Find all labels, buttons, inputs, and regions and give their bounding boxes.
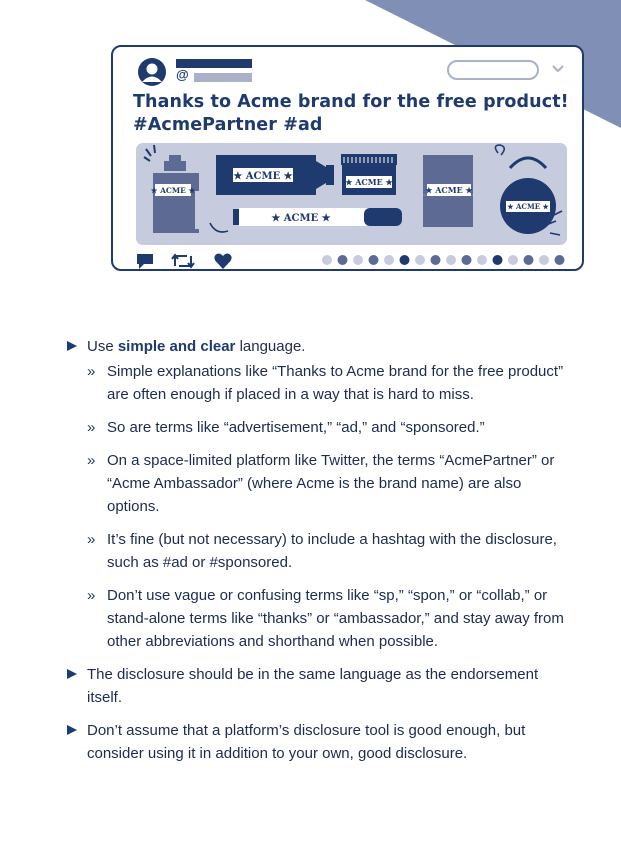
product-illustration [136, 143, 567, 245]
carousel-dot[interactable] [369, 255, 379, 265]
post-hashtags: #AcmePartner #ad [133, 115, 323, 135]
guideline-simple-language [65, 335, 565, 653]
product-photo [136, 143, 567, 245]
sub-item-vague-terms: » Don’t use vague or confusing terms like “sp,” “spon,” or “collab,” or stand-alone terms like “thanks” or “ambassador,” and stay away from other abbreviations and shorthand when possible. [87, 584, 565, 653]
carousel-dot[interactable] [555, 255, 565, 265]
guideline-emphasis: simple and clear [117, 338, 236, 355]
post-text [133, 91, 569, 137]
carousel-dot[interactable] [524, 255, 534, 265]
carousel-dot[interactable] [508, 255, 518, 265]
sub-item-twitter: » On a space-limited platform like Twitter, the terms “AcmePartner” or “Acme Ambassador” (where Acme is the brand name) are also options. [87, 449, 565, 518]
carousel-dot[interactable] [322, 255, 332, 265]
guideline-sub-list [87, 360, 565, 653]
carousel-dot[interactable] [446, 255, 456, 265]
jar-label: ★ ACME ★ [345, 177, 393, 187]
carousel-dots[interactable] [321, 253, 569, 267]
post-text-line1: Thanks to Acme brand for the free product! [133, 92, 569, 112]
avatar [137, 57, 167, 87]
chevron-down-icon[interactable] [552, 65, 564, 73]
guideline-same-language: The disclosure should be in the same language as the endorsement itself. [65, 663, 565, 709]
carousel-dot[interactable] [353, 255, 363, 265]
disclosure-guidelines [65, 335, 565, 765]
box-label: ★ ACME ★ [425, 185, 473, 195]
reply-icon[interactable] [135, 251, 155, 271]
perfume-label: ★ ACME ★ [150, 186, 196, 195]
handle-placeholder [194, 73, 252, 82]
guideline-prefix: Use [87, 338, 118, 355]
carousel-dot[interactable] [415, 255, 425, 265]
tube-label: ★ ACME ★ [233, 171, 293, 182]
carousel-dot[interactable] [431, 255, 441, 265]
carousel-dot[interactable] [400, 255, 410, 265]
retweet-icon[interactable] [171, 251, 195, 271]
compact-label: ★ ACME ★ [507, 202, 549, 211]
carousel-dot[interactable] [493, 255, 503, 265]
carousel-dot[interactable] [384, 255, 394, 265]
handle-at-symbol: @ [176, 67, 189, 82]
follow-button[interactable] [447, 60, 539, 80]
sub-item-hashtag: » It’s fine (but not necessary) to include a hashtag with the disclosure, such as #ad or #sponsored. [87, 528, 565, 574]
carousel-dot[interactable] [338, 255, 348, 265]
carousel-dot[interactable] [539, 255, 549, 265]
sub-item-simple-explanations: » Simple explanations like “Thanks to Acme brand for the free product” are often enough if placed in a way that is hard to miss. [87, 360, 565, 406]
pen-label: ★ ACME ★ [271, 213, 331, 224]
sub-item-terms: » So are terms like “advertisement,” “ad,” and “sponsored.” [87, 416, 565, 439]
guideline-platform-tool: Don’t assume that a platform’s disclosure tool is good enough, but consider using it in addition to your own, good disclosure. [65, 719, 565, 765]
carousel-dot[interactable] [477, 255, 487, 265]
social-post-card [111, 45, 584, 271]
carousel-dot[interactable] [462, 255, 472, 265]
like-icon[interactable] [213, 251, 233, 271]
guideline-suffix: language. [235, 338, 306, 355]
